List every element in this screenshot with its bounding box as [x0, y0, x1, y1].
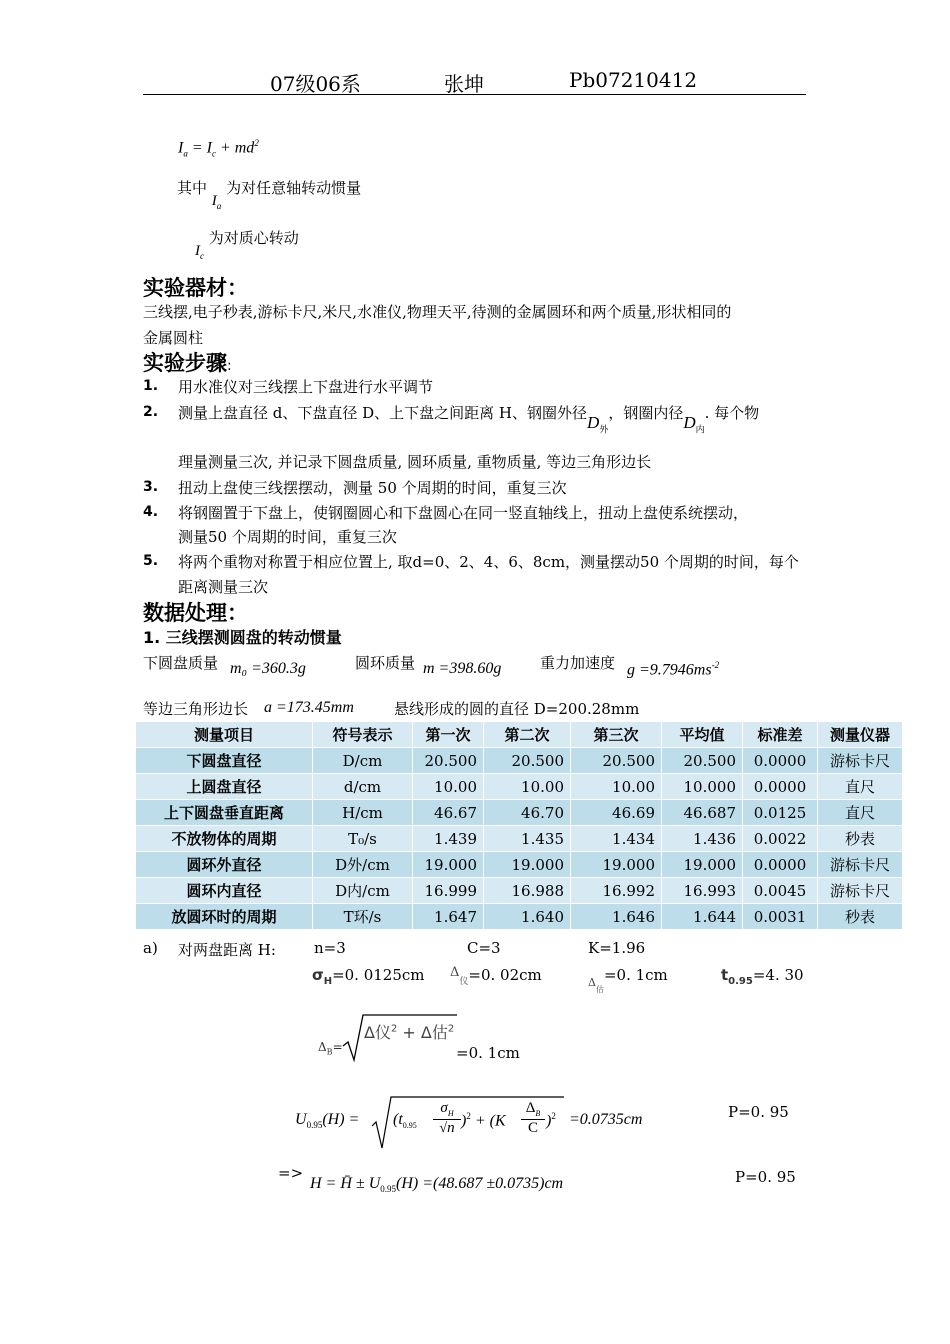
sigma-sub: H: [323, 976, 333, 987]
header-name: 张坤: [444, 72, 484, 96]
step-4-text-2: 测量50 个周期的时间，重复三次: [178, 528, 397, 546]
cell-instrument: 直尺: [818, 774, 903, 800]
final-rest: (H) =(48.687 ±0.0735)cm: [396, 1175, 564, 1192]
cell-first: 10.00: [413, 774, 484, 800]
theory-prefix: 其中: [177, 179, 208, 197]
step-4-text: 将钢圈置于下盘上，使钢圈圆心和下盘圆心在同一竖直轴线上，扭动上盘使系统摆动，: [178, 504, 749, 522]
theory-sym-ia: [212, 193, 222, 209]
p-value-2: P=0. 95: [735, 1168, 796, 1186]
cell-first: 1.439: [413, 826, 484, 852]
final-result: [310, 1175, 563, 1194]
u-arg: (H) =: [322, 1111, 360, 1128]
step-2-num-text: 2.: [143, 404, 159, 420]
step-3-text: 扭动上盘使三线摆摆动，测量 50 个周期的时间，重复三次: [178, 479, 567, 497]
step-5-num-text: 5.: [143, 553, 159, 569]
mass-label-2: 圆环质量: [355, 654, 416, 672]
table-row: [136, 800, 903, 826]
col-header-third: 第三次: [571, 722, 662, 748]
cell-first: 19.000: [413, 852, 484, 878]
delta-yi-sym: Δ: [450, 965, 460, 980]
cell-item: 圆环外直径: [136, 852, 313, 878]
u-close-1: [461, 1111, 506, 1130]
parallel-axis-formula: [178, 138, 259, 159]
step-5-text-2: 距离测量三次: [178, 578, 269, 596]
u-t: (t: [393, 1111, 403, 1128]
delta-gu: [588, 966, 668, 994]
cell-std: 0.0000: [743, 748, 818, 774]
u-delta-sub: B: [535, 1109, 541, 1118]
delta-b-eq: =: [332, 1040, 343, 1054]
col-header-instrument: 测量仪器: [818, 722, 903, 748]
measurement-table: [135, 721, 903, 930]
cell-mean: 1.436: [662, 826, 743, 852]
radicand-sup1: 2: [390, 1023, 398, 1035]
equipment-title: [143, 272, 248, 302]
cell-third: 46.69: [571, 800, 662, 826]
theory-line-2: [195, 227, 299, 261]
cell-mean: 46.687: [662, 800, 743, 826]
u-t-sub: 0.95: [402, 1121, 417, 1131]
delta-yi-val: =0. 02cm: [468, 966, 542, 984]
sub-wai: 外: [599, 424, 609, 435]
cell-second: 19.000: [484, 852, 571, 878]
cell-second: 46.70: [484, 800, 571, 826]
mass-value-3: [627, 660, 719, 679]
step-2-text-a: 测量上盘直径 d、下盘直径 D、上下盘之间距离 H、钢圈外径: [178, 404, 588, 422]
u-fraction-2: [521, 1100, 545, 1137]
mass-value-2: m =398.60g: [423, 660, 502, 677]
cell-symbol: H/cm: [313, 800, 413, 826]
step-2-text-d: 理量测量三次, 并记录下圆盘质量, 圆环质量, 重物质量, 等边三角形边长: [178, 453, 652, 471]
u-plus: + (K: [474, 1112, 506, 1130]
ic-sym: I: [195, 243, 200, 259]
step-4-num: [143, 502, 158, 520]
cell-first: 16.999: [413, 878, 484, 904]
cell-third: 1.646: [571, 904, 662, 930]
steps-title-text: 实验步骤: [143, 351, 227, 375]
step-5-text: 将两个重物对称置于相应位置上, 取d=0、2、4、6、8cm，测量摆动50 个周期的时间，每个: [178, 553, 799, 571]
cell-instrument: 秒表: [818, 826, 903, 852]
header-id: Pb07210412: [569, 68, 698, 92]
delta-b-sub: B: [326, 1047, 333, 1057]
cell-second: 1.435: [484, 826, 571, 852]
cell-first: 20.500: [413, 748, 484, 774]
u-delta: Δ: [525, 1100, 536, 1116]
col-header-item: 测量项目: [136, 722, 313, 748]
delta-gu-sub: 估: [595, 985, 604, 994]
cell-mean: 10.000: [662, 774, 743, 800]
step-3-num-text: 3.: [143, 479, 159, 495]
cell-symbol: D外/cm: [313, 852, 413, 878]
cell-item: 上下圆盘垂直距离: [136, 800, 313, 826]
table-header-row: [136, 722, 903, 748]
cell-third: 19.000: [571, 852, 662, 878]
steps-title: [143, 347, 232, 377]
formula-sub-c: c: [211, 148, 216, 159]
theory-line1-text: 为对任意轴转动惯量: [226, 179, 362, 197]
u-sub: 0.95: [306, 1120, 323, 1131]
radicand-sup2: 2: [447, 1023, 455, 1035]
cell-std: 0.0000: [743, 774, 818, 800]
delta-b-sym: Δ: [318, 1040, 327, 1054]
header-class: 07级06系: [270, 72, 361, 96]
calc-k: K=1.96: [588, 939, 646, 957]
radicand-term2: Δ估: [420, 1023, 448, 1042]
steps-colon: :: [227, 358, 232, 374]
final-h: H = H̄ ± U: [310, 1175, 381, 1192]
triangle-label: 等边三角形边长: [143, 700, 249, 718]
cell-symbol: T₀/s: [313, 826, 413, 852]
mass-label-3: 重力加速度: [540, 654, 616, 672]
cell-item: 圆环内直径: [136, 878, 313, 904]
step-1-text: 用水准仪对三线摆上下盘进行水平调节: [178, 378, 434, 396]
delta-b-value: =0. 1cm: [456, 1044, 520, 1062]
cell-second: 10.00: [484, 774, 571, 800]
page-header: [143, 62, 806, 95]
step-1: [143, 376, 158, 394]
formula-i: I: [178, 139, 184, 157]
table-row: [136, 878, 903, 904]
cell-instrument: 游标卡尺: [818, 878, 903, 904]
gravity-val: g =9.7946ms: [627, 661, 712, 679]
cell-third: 20.500: [571, 748, 662, 774]
delta-yi-sub: 仪: [459, 977, 469, 987]
sigma-val: =0. 0125cm: [332, 966, 425, 984]
delta-b-radicand: [364, 1020, 454, 1043]
u-sigma: σ: [440, 1100, 448, 1116]
t-val: =4. 30: [752, 966, 804, 984]
col-header-first: 第一次: [413, 722, 484, 748]
equipment-title-text: 实验器材: [143, 276, 227, 300]
cell-item: 上圆盘直径: [136, 774, 313, 800]
sym-d-nei: [683, 413, 705, 435]
u-n: n: [447, 1120, 455, 1136]
u-sigma-sub: H: [447, 1109, 454, 1118]
formula-sup: 2: [254, 138, 259, 148]
u-sym: U: [295, 1111, 307, 1128]
u-sq-1: 2: [466, 1111, 471, 1121]
cell-first: 46.67: [413, 800, 484, 826]
gravity-exp: -2: [711, 660, 720, 670]
dp-colon: ：: [227, 601, 248, 625]
delta-gu-val: =0. 1cm: [603, 966, 668, 984]
u-close-2-paren: ): [546, 1112, 552, 1130]
sub-nei: 内: [695, 424, 705, 435]
u-close: ): [461, 1112, 467, 1130]
table-row: [136, 826, 903, 852]
radicand-term1: Δ仪: [364, 1023, 391, 1042]
cell-symbol: D内/cm: [313, 878, 413, 904]
cell-item: 放圆环时的周期: [136, 904, 313, 930]
table-row: [136, 904, 903, 930]
cell-mean: 16.993: [662, 878, 743, 904]
cell-mean: 1.644: [662, 904, 743, 930]
ia-sym: I: [211, 193, 217, 209]
sym-d-wai: [587, 413, 609, 435]
step-2-text-b: ，钢圈内径: [608, 404, 684, 422]
delta-yi: [450, 966, 542, 987]
calc-a-text: 对两盘距离 H:: [178, 941, 276, 959]
col-header-std: 标准差: [743, 722, 818, 748]
step-2-num: [143, 402, 158, 420]
cell-item: 下圆盘直径: [136, 748, 313, 774]
triangle-value: a =173.45mm: [264, 699, 354, 716]
mass-label-1: 下圆盘质量: [143, 654, 219, 672]
equipment-colon: ：: [227, 276, 248, 300]
mass-value-1: m₀ =360.3g: [230, 660, 306, 677]
u-lhs: [295, 1111, 359, 1130]
delta-b-lhs: [318, 1040, 343, 1056]
cell-std: 0.0000: [743, 852, 818, 878]
cell-symbol: D/cm: [313, 748, 413, 774]
sigma-sym: σ: [312, 966, 324, 984]
t-095: [721, 966, 804, 987]
theory-sym-ic: [195, 243, 204, 259]
step-5-num: [143, 551, 158, 569]
ic-sub: c: [200, 251, 204, 261]
table-row: [136, 774, 903, 800]
cell-instrument: 游标卡尺: [818, 852, 903, 878]
cell-third: 1.434: [571, 826, 662, 852]
cell-third: 10.00: [571, 774, 662, 800]
step-1-num: 1.: [143, 378, 159, 394]
delta-gu-sym: Δ: [588, 976, 596, 989]
step-2-text: [178, 402, 760, 435]
table-row: [136, 852, 903, 878]
data-processing-title: [143, 597, 248, 627]
t-sym: t: [721, 966, 729, 984]
theory-line2-text: 为对质心转动: [208, 229, 299, 247]
cell-std: 0.0045: [743, 878, 818, 904]
cell-std: 0.0022: [743, 826, 818, 852]
col-header-mean: 平均值: [662, 722, 743, 748]
final-sub: 0.95: [380, 1184, 396, 1195]
col-header-second: 第二次: [484, 722, 571, 748]
cell-instrument: 游标卡尺: [818, 748, 903, 774]
equipment-line-2: 金属圆柱: [143, 329, 204, 347]
cell-std: 0.0031: [743, 904, 818, 930]
dp-subtitle: 1. 三线摆测圆盘的转动惯量: [143, 628, 342, 647]
u-sq-2: 2: [551, 1111, 556, 1121]
cell-second: 20.500: [484, 748, 571, 774]
cell-mean: 19.000: [662, 852, 743, 878]
dp-title-text: 数据处理: [143, 601, 227, 625]
cell-third: 16.992: [571, 878, 662, 904]
implies-arrow: =>: [278, 1164, 304, 1182]
step-4-num-text: 4.: [143, 504, 159, 520]
col-header-symbol: 符号表示: [313, 722, 413, 748]
calc-n: n=3: [314, 939, 346, 957]
sigma-h: [312, 966, 425, 987]
step-2-text-c: . 每个物: [704, 404, 760, 422]
p-value-1: P=0. 95: [728, 1103, 789, 1121]
table-row: [136, 748, 903, 774]
theory-line-1: [177, 177, 362, 211]
calc-a-prefix: a): [143, 939, 158, 957]
t-sub: 0.95: [728, 976, 753, 987]
calc-c: C=3: [467, 939, 501, 957]
u-close-2: [546, 1111, 556, 1130]
ia-sub: a: [216, 201, 222, 211]
sym-d2: D: [683, 413, 696, 432]
circle-diameter: 悬线形成的圆的直径 D=200.28mm: [394, 700, 640, 718]
u-t-term: [393, 1111, 417, 1130]
formula-rhs: + md: [219, 139, 255, 157]
cell-second: 16.988: [484, 878, 571, 904]
radicand-plus: +: [402, 1023, 416, 1042]
cell-first: 1.647: [413, 904, 484, 930]
u-result: =0.0735cm: [569, 1111, 643, 1128]
formula-eq: = I: [191, 139, 212, 157]
u-sqrt-n-icon: √: [439, 1121, 448, 1136]
cell-second: 1.640: [484, 904, 571, 930]
step-3-num: [143, 477, 158, 495]
sym-d1: D: [587, 413, 600, 432]
u-c: C: [527, 1120, 538, 1136]
equipment-line-1: 三线摆,电子秒表,游标卡尺,米尺,水准仪,物理天平,待测的金属圆环和两个质量,形状相同的: [143, 303, 732, 321]
cell-symbol: T环/s: [313, 904, 413, 930]
cell-symbol: d/cm: [313, 774, 413, 800]
u-fraction-1: [433, 1100, 461, 1137]
cell-std: 0.0125: [743, 800, 818, 826]
cell-instrument: 秒表: [818, 904, 903, 930]
cell-mean: 20.500: [662, 748, 743, 774]
cell-item: 不放物体的周期: [136, 826, 313, 852]
formula-sub-a: a: [183, 148, 188, 159]
cell-instrument: 直尺: [818, 800, 903, 826]
